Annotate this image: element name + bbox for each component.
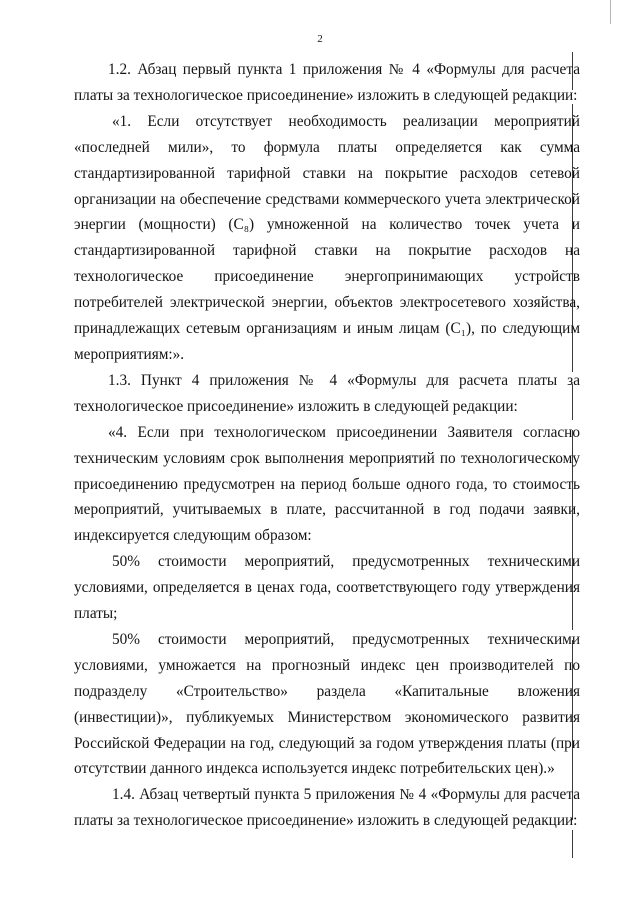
paragraph-50-percent-second: 50% стоимости мероприятий, предусмотренных техническими условиями, умножается на прогнозный индекс цен производителей по подразделу «Строительство» раздела «Капитальные вложения (инвестиции)», публикуемых Министерством экономического развития Российской Федерации на год, следующий за годом утверждения платы (при отсутствии данного индекса используется индекс потребительских цен).»	[74, 630, 580, 778]
paragraph-point-4-text: «4. Если при технологическом присоединении Заявителя согласно техническим условиям срок выполнения мероприятий по технологическому присоединению предусмотрен на период больше одного года, то стоимость мероприятий, учитываемых в плате, рассчитанной в год подачи заявки, индексируется следующим образом:	[74, 423, 580, 545]
scan-edge-mark	[610, 0, 611, 24]
paragraph-point-1-text: «1. Если отсутствует необходимость реализации мероприятий «последней мили», то формула платы определяется как сумма стандартизированной тарифной ставки на покрытие расходов сетевой организации на обеспечение средствами коммерческого учета электрической энергии (мощности) (C₈) умноженной на количество точек учета и стандартизированной тарифной ставки на покрытие расходов на технологическое присоединение энергопринимающих устройств потребителей электрической энергии, объектов электросетевого хозяйства, принадлежащих сетевым организациям и иным лицам (C₁), по следующим мероприятиям:».	[74, 112, 580, 363]
paragraph-1-4: 1.4. Абзац четвертый пункта 5 приложения № 4 «Формулы для расчета платы за технологическое присоединение» изложить в следующей редакции:	[74, 786, 580, 830]
paragraph-1-3: 1.3. Пункт 4 приложения № 4 «Формулы для расчета платы за технологическое присоединение» изложить в следующей редакции:	[74, 371, 580, 415]
paragraph-50-percent-first: 50% стоимости мероприятий, предусмотренных техническими условиями, определяется в ценах года, соответствующего году утверждения платы;	[74, 553, 580, 623]
document-body	[74, 57, 580, 834]
page-number: 2	[317, 33, 323, 45]
paragraph-1-2: 1.2. Абзац первый пункта 1 приложения № 4 «Формулы для расчета платы за технологическое присоединение» изложить в следующей редакции:	[74, 61, 580, 104]
scan-margin-line	[572, 830, 573, 858]
